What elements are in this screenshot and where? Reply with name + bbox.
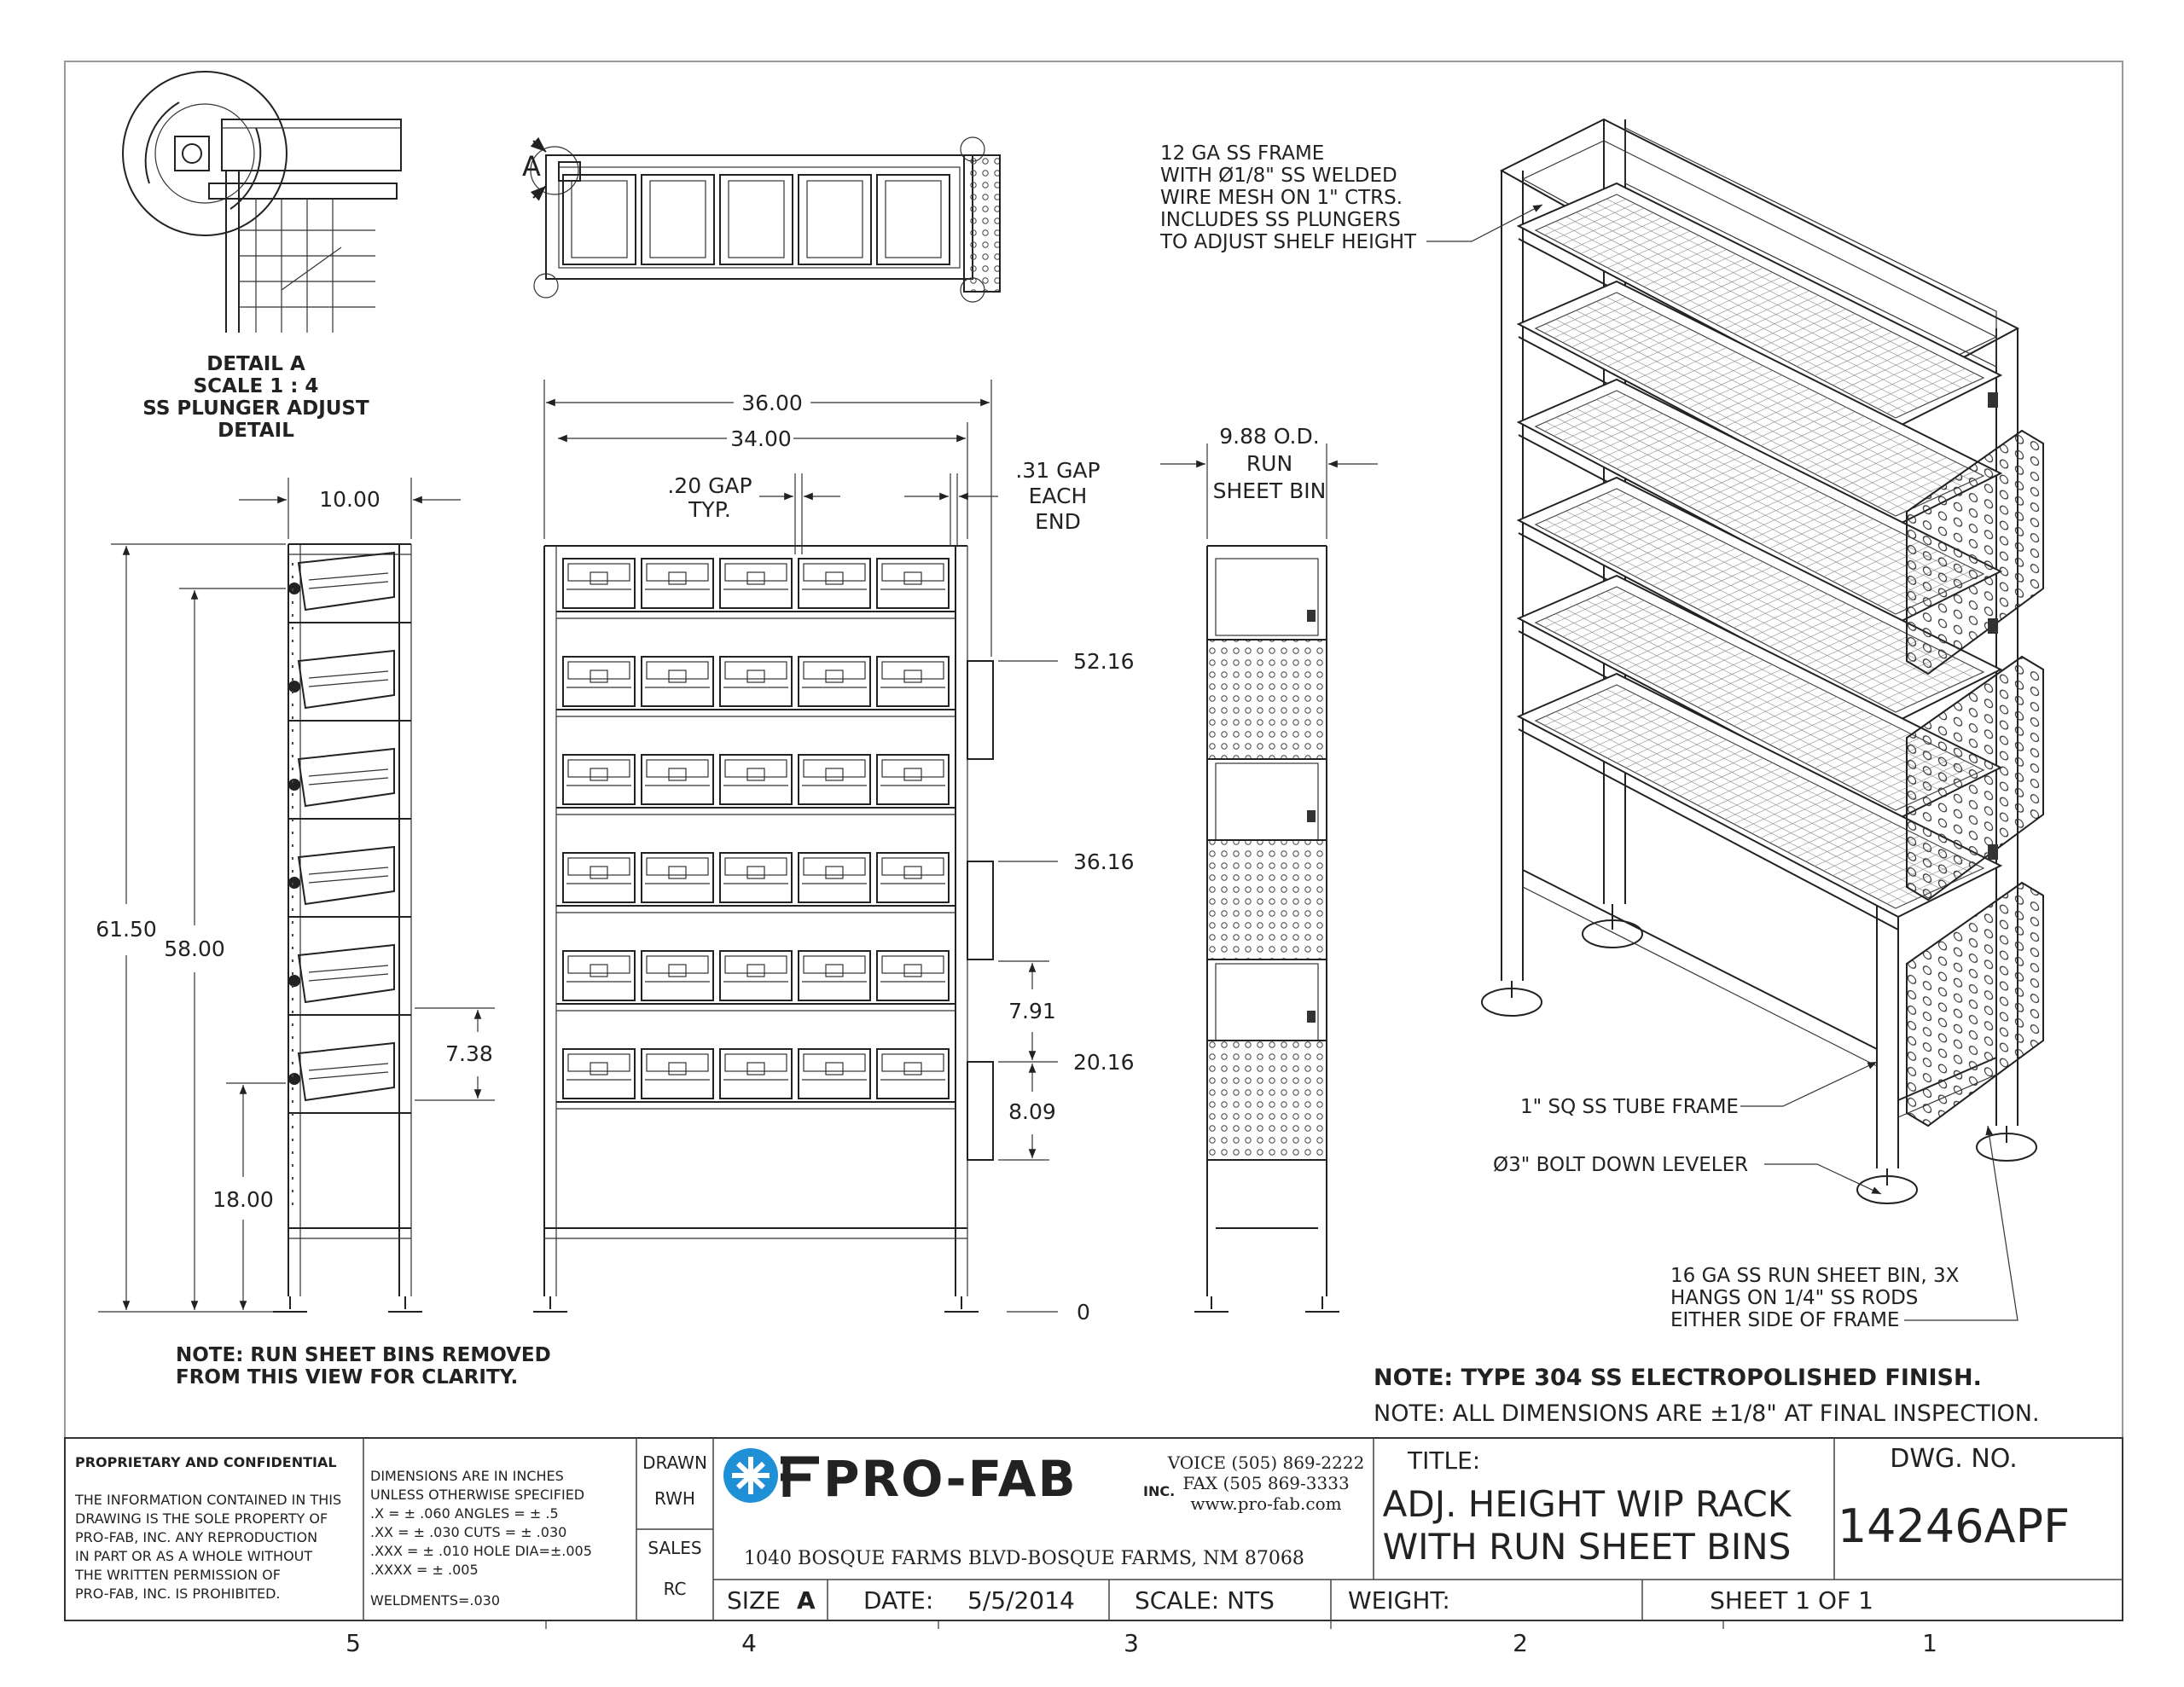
front-bin <box>877 853 949 902</box>
tol-line-6: .XXXX = ± .005 <box>370 1562 479 1578</box>
drawn-value: RWH <box>654 1488 695 1509</box>
prop-line-1: THE INFORMATION CONTAINED IN THIS <box>75 1492 342 1508</box>
front-shelf-row <box>556 559 956 618</box>
prop-title: PROPRIETARY AND CONFIDENTIAL <box>75 1454 337 1470</box>
front-bin <box>642 853 713 902</box>
side-note-line2: FROM THIS VIEW FOR CLARITY. <box>176 1366 519 1388</box>
front-height-20: 20.16 <box>1073 1050 1135 1075</box>
zone-3: 3 <box>1124 1629 1139 1657</box>
front-view <box>533 546 993 1312</box>
front-bin <box>563 853 635 902</box>
detail-a-line3: SS PLUNGER ADJUST <box>142 397 369 420</box>
front-bin <box>799 951 870 1000</box>
sheet-number: SHEET 1 OF 1 <box>1710 1586 1873 1615</box>
top-view <box>531 137 1000 302</box>
prop-line-6: PRO-FAB, INC. IS PROHIBITED. <box>75 1586 281 1602</box>
front-bin <box>642 755 713 804</box>
front-end-gap-1: .31 GAP <box>1015 458 1101 483</box>
front-end-gap-2: EACH <box>1028 484 1088 508</box>
callout-frame-1: 12 GA SS FRAME <box>1160 142 1325 165</box>
company-name: PRO-FAB <box>823 1450 1077 1508</box>
detail-a-title: DETAIL A <box>206 353 305 375</box>
note-tolerance: NOTE: ALL DIMENSIONS ARE ±1/8" AT FINAL INSPECTION. <box>1374 1400 2040 1427</box>
zone-1: 1 <box>1922 1629 1937 1657</box>
sales-label: SALES <box>648 1538 702 1558</box>
bin-od-line1: 9.88 O.D. <box>1219 424 1320 449</box>
bin-od-line3: SHEET BIN <box>1212 478 1327 503</box>
front-overall-width-dim: 36.00 <box>741 391 803 415</box>
front-bin <box>720 755 792 804</box>
isometric-bins <box>1907 392 2043 1126</box>
front-bin <box>799 657 870 706</box>
front-bin <box>877 1049 949 1099</box>
title-label: TITLE: <box>1408 1446 1481 1475</box>
dwg-label: DWG. NO. <box>1890 1444 2018 1474</box>
date-value: 5/5/2014 <box>967 1586 1075 1615</box>
detail-a-line4: DETAIL <box>218 420 294 442</box>
front-end-gap-3: END <box>1035 509 1081 534</box>
zone-5: 5 <box>346 1629 361 1657</box>
front-bin <box>720 559 792 608</box>
callout-bin-2: HANGS ON 1/4" SS RODS <box>1670 1287 1919 1309</box>
front-bin <box>877 951 949 1000</box>
company-logo <box>723 1448 819 1503</box>
front-bin <box>720 1049 792 1099</box>
company-web: www.pro-fab.com <box>1190 1493 1342 1514</box>
front-bin <box>877 755 949 804</box>
size-value: A <box>797 1586 816 1615</box>
front-shelf-row <box>556 657 956 716</box>
front-dim-809: 8.09 <box>1008 1099 1056 1124</box>
front-bin <box>642 1049 713 1099</box>
zone-2: 2 <box>1513 1629 1528 1657</box>
front-shelf-row <box>556 1049 956 1109</box>
title-line-1: ADJ. HEIGHT WIP RACK <box>1382 1483 1792 1525</box>
callout-bin-1: 16 GA SS RUN SHEET BIN, 3X <box>1670 1265 1960 1287</box>
front-gap-label-typ: TYP. <box>688 497 731 522</box>
front-bin <box>799 853 870 902</box>
side-bottom-dim: 18.00 <box>212 1187 274 1212</box>
front-bin <box>563 755 635 804</box>
sales-value: RC <box>663 1579 687 1599</box>
prop-line-4: IN PART OR AS A WHOLE WITHOUT <box>75 1548 313 1564</box>
callout-frame-2: WITH Ø1/8" SS WELDED <box>1160 165 1397 187</box>
front-view-shelves <box>556 559 956 1109</box>
front-bin <box>563 1049 635 1099</box>
tol-line-1: DIMENSIONS ARE IN INCHES <box>370 1468 564 1484</box>
front-bin <box>720 657 792 706</box>
front-bin <box>642 559 713 608</box>
front-height-0: 0 <box>1077 1300 1090 1325</box>
company-suffix: INC. <box>1143 1483 1176 1499</box>
callout-frame-3: WIRE MESH ON 1" CTRS. <box>1160 187 1403 209</box>
scale-value: SCALE: NTS <box>1135 1586 1275 1615</box>
dwg-number: 14246APF <box>1837 1499 2071 1553</box>
front-height-36: 36.16 <box>1073 849 1135 874</box>
detail-a-marker: A <box>522 150 541 183</box>
front-shelf-row <box>556 853 956 913</box>
tol-line-7: WELDMENTS=.030 <box>370 1592 501 1609</box>
front-shelf-row <box>556 755 956 815</box>
front-inner-width-dim: 34.00 <box>730 426 792 451</box>
callout-frame-4: INCLUDES SS PLUNGERS <box>1160 209 1401 231</box>
prop-line-2: DRAWING IS THE SOLE PROPERTY OF <box>75 1510 328 1527</box>
front-bin <box>563 657 635 706</box>
front-bin <box>720 853 792 902</box>
note-finish: NOTE: TYPE 304 SS ELECTROPOLISHED FINISH. <box>1374 1365 1982 1391</box>
side-note-line1: NOTE: RUN SHEET BINS REMOVED <box>176 1344 551 1366</box>
front-bin <box>642 951 713 1000</box>
front-bin <box>563 951 635 1000</box>
callout-frame-5: TO ADJUST SHELF HEIGHT <box>1160 231 1417 253</box>
front-shelf-row <box>556 951 956 1011</box>
zone-4: 4 <box>741 1629 757 1657</box>
bin-od-line2: RUN <box>1246 451 1293 476</box>
front-bin <box>799 559 870 608</box>
detail-a-scale: SCALE 1 : 4 <box>193 375 319 397</box>
tol-line-2: UNLESS OTHERWISE SPECIFIED <box>370 1487 585 1503</box>
side-height-upper-dim: 58.00 <box>164 936 225 961</box>
side-height-total-dim: 61.50 <box>96 917 157 942</box>
front-height-52: 52.16 <box>1073 649 1135 674</box>
callout-bin-3: EITHER SIDE OF FRAME <box>1670 1309 1900 1331</box>
bin-side-view <box>1194 546 1339 1312</box>
front-bin <box>799 1049 870 1099</box>
side-width-dim: 10.00 <box>319 487 380 512</box>
side-view <box>273 544 422 1312</box>
front-dim-791: 7.91 <box>1008 999 1056 1023</box>
date-label: DATE: <box>863 1586 934 1615</box>
tol-line-5: .XXX = ± .010 HOLE DIA=±.005 <box>370 1543 592 1559</box>
front-gap-label: .20 GAP <box>667 473 752 498</box>
prop-line-3: PRO-FAB, INC. ANY REPRODUCTION <box>75 1529 318 1545</box>
front-bin <box>799 755 870 804</box>
front-bin <box>877 559 949 608</box>
drawn-label: DRAWN <box>642 1452 707 1473</box>
front-bin <box>642 657 713 706</box>
tol-line-3: .X = ± .060 ANGLES = ± .5 <box>370 1505 559 1522</box>
title-line-2: WITH RUN SHEET BINS <box>1382 1526 1792 1568</box>
detail-a-view <box>123 72 401 333</box>
callout-leveler: Ø3" BOLT DOWN LEVELER <box>1493 1154 1749 1176</box>
company-address: 1040 BOSQUE FARMS BLVD-BOSQUE FARMS, NM 87068 <box>744 1548 1304 1569</box>
size-label: SIZE <box>727 1586 781 1615</box>
front-bin <box>720 951 792 1000</box>
front-bin <box>877 657 949 706</box>
tol-line-4: .XX = ± .030 CUTS = ± .030 <box>370 1524 567 1540</box>
weight-label: WEIGHT: <box>1348 1586 1450 1615</box>
prop-line-5: THE WRITTEN PERMISSION OF <box>75 1567 281 1583</box>
callout-tube: 1" SQ SS TUBE FRAME <box>1520 1096 1739 1118</box>
front-bin <box>563 559 635 608</box>
company-fax: FAX (505 869-3333 <box>1182 1473 1350 1493</box>
company-voice: VOICE (505) 869-2222 <box>1167 1452 1365 1473</box>
side-shelf-gap-dim: 7.38 <box>445 1041 493 1066</box>
